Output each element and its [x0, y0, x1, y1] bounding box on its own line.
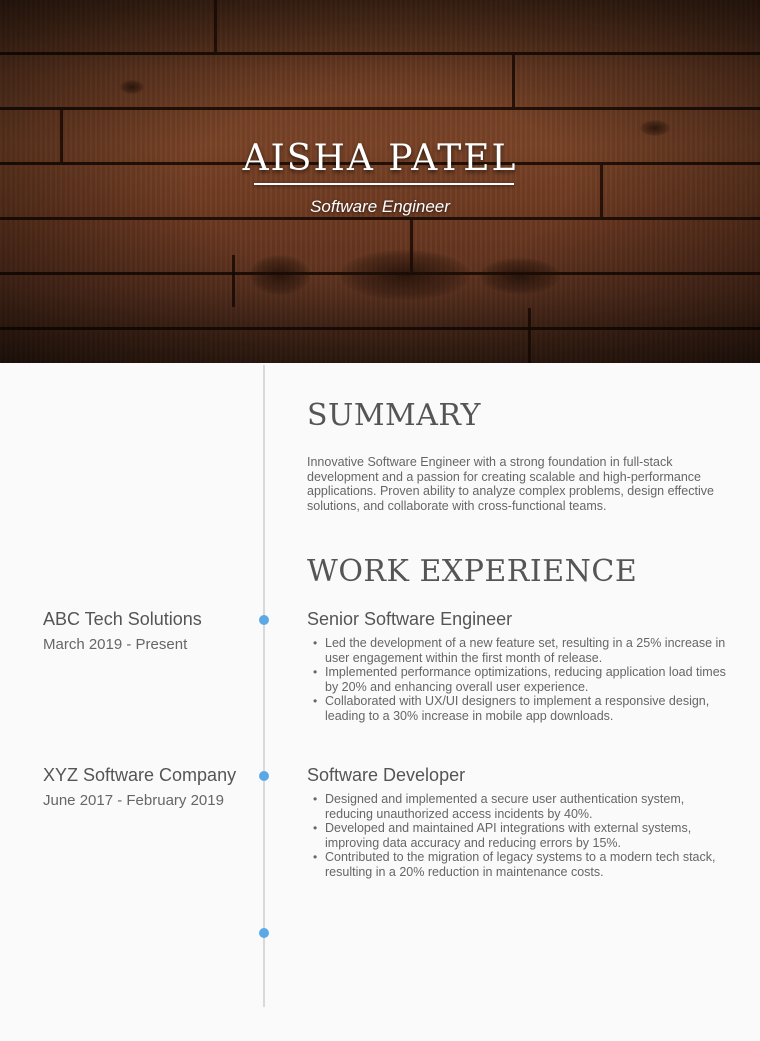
timeline-dot	[259, 771, 269, 781]
bullet-item	[307, 665, 727, 694]
company-name: XYZ Software Company	[43, 765, 237, 785]
timeline-dot	[259, 928, 269, 938]
timeline-dot	[259, 615, 269, 625]
job-bullets	[307, 636, 727, 724]
job-dates: June 2017 - February 2019	[43, 792, 224, 809]
bullet-item	[307, 792, 727, 821]
summary-text: Innovative Software Engineer with a strong foundation in full-stack development and a passion for creating scalable and high-performance applications. Proven ability to analyze complex problems, design effective solutions, and collaborate with cross-functional teams.	[307, 455, 714, 513]
bullet-text: Developed and maintained API integrations with external systems, improving data accuracy and reducing errors by 15%.	[325, 821, 692, 850]
bullet-item	[307, 636, 727, 665]
bullet-text: Designed and implemented a secure user authentication system, reducing unauthorized access incidents by 40%.	[325, 792, 685, 821]
bullet-icon: •	[313, 821, 318, 836]
candidate-title: Software Engineer	[310, 197, 450, 216]
bullet-icon: •	[313, 850, 318, 865]
bullet-item	[307, 694, 727, 723]
name-underline	[254, 183, 514, 185]
bullet-text: Contributed to the migration of legacy systems to a modern tech stack, resulting in a 20% reduction in maintenance costs.	[325, 850, 716, 879]
bullet-text: Collaborated with UX/UI designers to implement a responsive design, leading to a 30% increase in mobile app downloads.	[325, 694, 710, 723]
bullet-icon: •	[313, 665, 318, 680]
work-experience-heading: WORK EXPERIENCE	[307, 554, 638, 589]
job-dates: March 2019 - Present	[43, 636, 188, 653]
job-bullets	[307, 792, 727, 880]
timeline-line	[263, 365, 265, 1007]
header-banner	[0, 0, 760, 363]
company-name: ABC Tech Solutions	[43, 609, 202, 629]
bullet-icon: •	[313, 792, 318, 806]
job-title: Senior Software Engineer	[307, 609, 513, 629]
bullet-text: Led the development of a new feature set, resulting in a 25% increase in user engagement within the first month of release.	[325, 636, 726, 665]
bullet-item	[307, 821, 727, 850]
bullet-text: Implemented performance optimizations, reducing application load times by 20% and enhancing overall user experience.	[325, 665, 726, 694]
bullet-icon: •	[313, 694, 318, 709]
candidate-name: AISHA PATEL	[242, 138, 518, 179]
bullet-icon: •	[313, 636, 318, 650]
bullet-item	[307, 850, 727, 879]
summary-heading: SUMMARY	[307, 398, 481, 433]
job-title: Software Developer	[307, 765, 466, 785]
